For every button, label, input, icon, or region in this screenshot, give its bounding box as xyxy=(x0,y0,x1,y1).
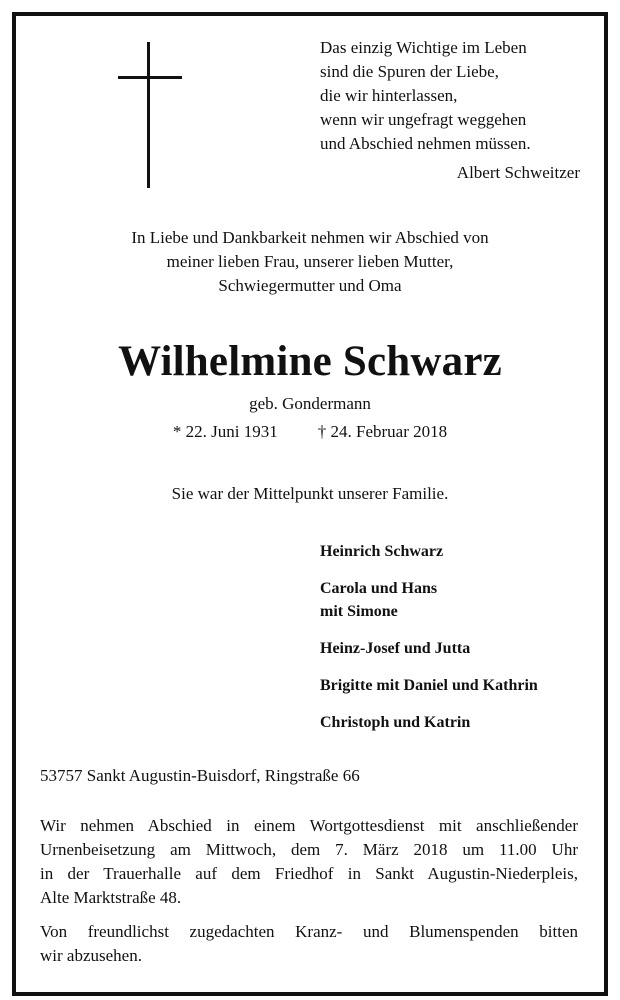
poem-line: Das einzig Wichtige im Leben xyxy=(320,38,527,57)
family-member-line: Christoph und Katrin xyxy=(320,714,471,731)
family-member xyxy=(320,637,590,660)
cross-icon xyxy=(147,42,150,188)
poem-line: wenn wir ungefragt weggehen xyxy=(320,110,527,129)
poem-line: sind die Spuren der Liebe, xyxy=(320,62,499,81)
maiden-name: geb. Gondermann xyxy=(249,394,371,413)
funeral-line: Urnenbeisetzung am Mittwoch, dem 7. März 2018 um 11.00 Uhr xyxy=(40,840,578,859)
intro-line: In Liebe und Dankbarkeit nehmen wir Abschied von xyxy=(131,228,489,247)
funeral-line: Alte Marktstraße 48. xyxy=(40,888,182,907)
deceased-name: Wilhelmine Schwarz xyxy=(118,338,502,385)
family-member-line: Heinz-Josef und Jutta xyxy=(320,640,471,657)
funeral-notice xyxy=(40,814,578,910)
family-member-line: Heinrich Schwarz xyxy=(320,543,444,560)
cross-icon-bar xyxy=(118,76,182,79)
intro-text xyxy=(40,226,580,298)
family-member-line: Carola und Hans xyxy=(320,580,438,597)
death-date: † 24. Februar 2018 xyxy=(317,422,448,441)
address: 53757 Sankt Augustin-Buisdorf, Ringstraße 66 xyxy=(40,766,360,785)
funeral-line: in der Trauerhalle auf dem Friedhof in Sankt Augustin-Niederpleis, xyxy=(40,864,578,883)
birth-date: * 22. Juni 1931 xyxy=(172,422,278,441)
motto-text: Sie war der Mittelpunkt unserer Familie. xyxy=(171,484,449,503)
poem-author: Albert Schweitzer xyxy=(456,163,580,182)
poem-quote xyxy=(320,36,580,185)
family-member-line: Brigitte mit Daniel und Kathrin xyxy=(320,677,538,694)
flowers-line: Von freundlichst zugedachten Kranz- und Blumenspenden bitten xyxy=(40,922,578,941)
family-member xyxy=(320,577,590,623)
intro-line: meiner lieben Frau, unserer lieben Mutter, xyxy=(166,252,454,271)
family-member xyxy=(320,540,590,563)
family-member xyxy=(320,674,590,697)
family-list xyxy=(320,540,590,748)
family-member xyxy=(320,711,590,734)
life-dates xyxy=(20,420,600,444)
poem-line: und Abschied nehmen müssen. xyxy=(320,134,531,153)
flowers-line: wir abzusehen. xyxy=(40,946,142,965)
funeral-line: Wir nehmen Abschied in einem Wortgottesdienst mit anschließender xyxy=(40,816,578,835)
poem-line: die wir hinterlassen, xyxy=(320,86,458,105)
intro-line: Schwiegermutter und Oma xyxy=(218,276,402,295)
flowers-notice xyxy=(40,920,578,968)
family-member-line: mit Simone xyxy=(320,603,398,620)
